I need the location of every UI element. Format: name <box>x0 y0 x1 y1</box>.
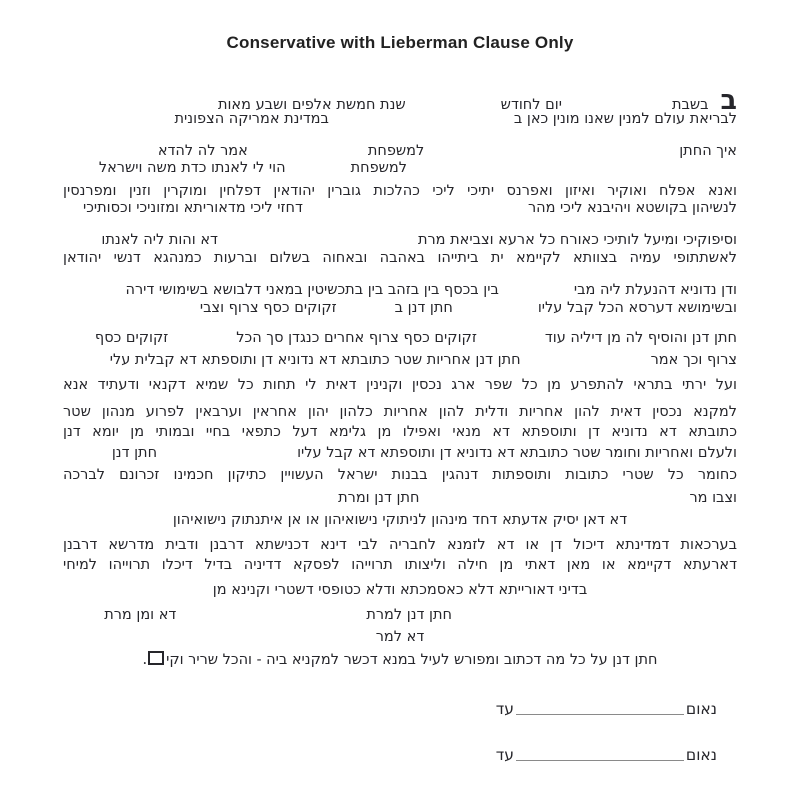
blank-field[interactable] <box>286 171 351 172</box>
blank-field[interactable] <box>709 108 721 109</box>
text-line <box>63 182 737 200</box>
blank-field[interactable] <box>424 154 679 155</box>
blank-field[interactable] <box>477 341 545 342</box>
blank-field[interactable] <box>406 108 501 109</box>
text-line <box>63 142 737 160</box>
witness-label: עד <box>495 746 514 764</box>
text-segment: זקוקים כסף צרוף אחרים כנגדן סך הכל <box>236 330 477 346</box>
blank-field[interactable] <box>157 456 297 457</box>
text-segment: למשפחת <box>350 160 407 176</box>
text-segment: למקנא נכסין דאית להון אחריות ודלית להון אחריות כלהון יהון אחראין וערבאין לפרוע מנהון שטר <box>63 404 737 420</box>
enlarged-initial-letter: ב <box>720 85 737 116</box>
text-segment: חתן דנן ומרת <box>338 490 420 506</box>
text-line <box>63 110 737 128</box>
signer-label: נאום <box>685 700 717 718</box>
text-line <box>63 466 737 484</box>
text-segment: חתן דנן למרת <box>366 607 452 623</box>
text-line <box>63 628 737 646</box>
text-line <box>63 85 737 116</box>
blank-field[interactable] <box>453 311 538 312</box>
text-line <box>63 403 737 421</box>
blank-field[interactable] <box>337 311 395 312</box>
text-line <box>63 376 737 394</box>
text-segment: הוי לי לאנתו כדת משה וישראל <box>98 160 286 176</box>
blank-field[interactable] <box>521 363 651 364</box>
blank-field[interactable] <box>218 243 418 244</box>
text-segment: בדיני דאורייתא דלא כאסמכתא ודלא כטופסי דשטרי וקנינא מן <box>212 582 588 598</box>
text-segment: דא ומן מרת <box>104 607 177 623</box>
text-segment: למשפחת <box>367 143 425 159</box>
text-segment: בערכאות דמדינתא דיכול דן או דא לזמנא לחבריה לבי דינא דכנישתא דרבנן ודבית מדרשא דרבנן <box>63 537 737 553</box>
text-segment: שנת חמשת אלפים ושבע מאות <box>217 97 406 113</box>
text-segment: דא והות ליה לאנתו <box>101 232 218 248</box>
text-segment: חתן דנן על כל מה דכתוב ומפורש לעיל במנא דכשר למקניא ביה - והכל שריר וקי <box>166 652 658 668</box>
blank-field[interactable] <box>329 122 514 123</box>
signature-row <box>496 746 717 764</box>
text-line <box>63 329 737 347</box>
blank-field[interactable] <box>452 618 737 619</box>
text-segment: חתן דנן והוסיף לה מן דיליה עוד <box>544 330 737 346</box>
signature-line[interactable] <box>516 760 684 761</box>
text-segment: וצבו מר <box>689 490 737 506</box>
text-segment: זקוקים כסף <box>94 330 169 346</box>
blank-field[interactable] <box>499 293 574 294</box>
text-line <box>63 489 737 507</box>
text-segment: לאשתתופי עמיה בצוותא לקיימא ית ביתייהו באהבה ובאחוה בשלום וברעות כמנהגא דנשי יהודאן <box>63 250 737 266</box>
text-segment: חתן דנן אחריות שטר כתובתא דא נדוניא דן ותוספתא דא קבלית עלי <box>109 352 521 368</box>
text-segment: ודן נדוניא דהנעלת ליה מבי <box>573 282 737 298</box>
witness-label: עד <box>495 700 514 718</box>
text-segment: לבריאת עולם למנין שאנו מונין כאן ב <box>513 111 737 127</box>
blank-field[interactable] <box>562 108 672 109</box>
text-line <box>63 423 737 441</box>
text-segment: צרוף וכך אמר <box>650 352 737 368</box>
text-segment: וסיפוקיכי ומיעל לותיכי כאורח כל ארעא וצביאת מרת <box>417 232 737 248</box>
signature-line[interactable] <box>516 714 684 715</box>
text-segment: חתן דנן <box>111 445 158 461</box>
text-segment: . <box>142 652 148 668</box>
blank-field[interactable] <box>248 154 368 155</box>
text-segment: יום לחודש <box>500 97 562 113</box>
text-segment: בין בכסף בין בזהב בין בתכשיטין במאני דלבושא בשימושי דירה <box>125 282 499 298</box>
text-line <box>63 231 737 249</box>
text-segment: איך החתן <box>679 143 737 159</box>
text-line <box>63 651 737 669</box>
text-segment: בשבת <box>671 97 709 113</box>
text-line <box>63 606 737 624</box>
text-line <box>63 159 737 177</box>
text-segment: דא דאן יסיק אדעתא דחד מינהון לניתוקי נישואיהון או אן איתנתוק נישואיהון <box>172 512 628 528</box>
blank-field[interactable] <box>419 501 689 502</box>
signer-label: נאום <box>685 746 717 764</box>
text-segment: לנשיהון בקושטא ויהיבנא ליכי מהר <box>527 200 737 216</box>
text-line <box>63 281 737 299</box>
text-segment: דחזי ליכי מדאוריתא ומזוניכי וכסותיכי <box>83 200 303 216</box>
text-line <box>63 444 737 462</box>
page-title: Conservative with Lieberman Clause Only <box>226 33 574 52</box>
blank-field[interactable] <box>407 171 737 172</box>
text-line <box>63 299 737 317</box>
text-line <box>63 199 737 217</box>
text-segment: זקוקים כסף צרוף וצבי <box>199 300 337 316</box>
text-line <box>63 511 737 529</box>
text-segment: כתובתא דא נדוניא דן ותוספתא דא מנאי ואפילו מן גלימא דעל כתפאי בחיי ובמותי מן יומא דנן <box>63 424 737 440</box>
blank-field[interactable] <box>176 618 366 619</box>
blank-field[interactable] <box>168 341 236 342</box>
blank-field[interactable] <box>303 211 528 212</box>
final-mem-box <box>148 651 164 665</box>
text-segment: דא למר <box>375 629 425 645</box>
text-line <box>63 536 737 554</box>
text-segment: אמר לה להדא <box>157 143 248 159</box>
text-segment: כחומר כל שטרי כתובות ותוספתות דנהגין בבנות ישראל העשויין כתיקון חכמינו זכרונם לברכה <box>63 467 737 483</box>
text-segment: חתן דנן ב <box>394 300 453 316</box>
text-line <box>63 351 737 369</box>
text-segment: במדינת אמריקה הצפונית <box>174 111 329 127</box>
signature-row <box>496 700 717 718</box>
text-line <box>63 581 737 599</box>
text-segment: ובשימושא דערסא הכל קבל עליו <box>537 300 737 316</box>
text-segment: ואנא אפלח ואוקיר ואיזון ואפרנס יתיכי ליכי כהלכות גוברין יהודאין דפלחין ומוקרין וזנין ומפרנסין <box>63 183 737 199</box>
text-segment: ולעלם ואחריות וחומר שטר כתובתא דא נדוניא דן ותוספתא דא קבל עליו <box>297 445 737 461</box>
text-line <box>63 556 737 574</box>
text-segment: ועל ירתי בתראי להתפרע מן כל שפר ארג נכסין וקנינין דאית לי תחות כל שמיא דקנאי ודעתיד אנא <box>63 377 737 393</box>
text-line <box>63 249 737 267</box>
text-segment: דארעתא דקיימא או מאן דאתי מן חילה וליצותו תרוייהו לפסקא דדיניה בדיל דיכלו תרוייהו למיחי <box>63 557 737 573</box>
